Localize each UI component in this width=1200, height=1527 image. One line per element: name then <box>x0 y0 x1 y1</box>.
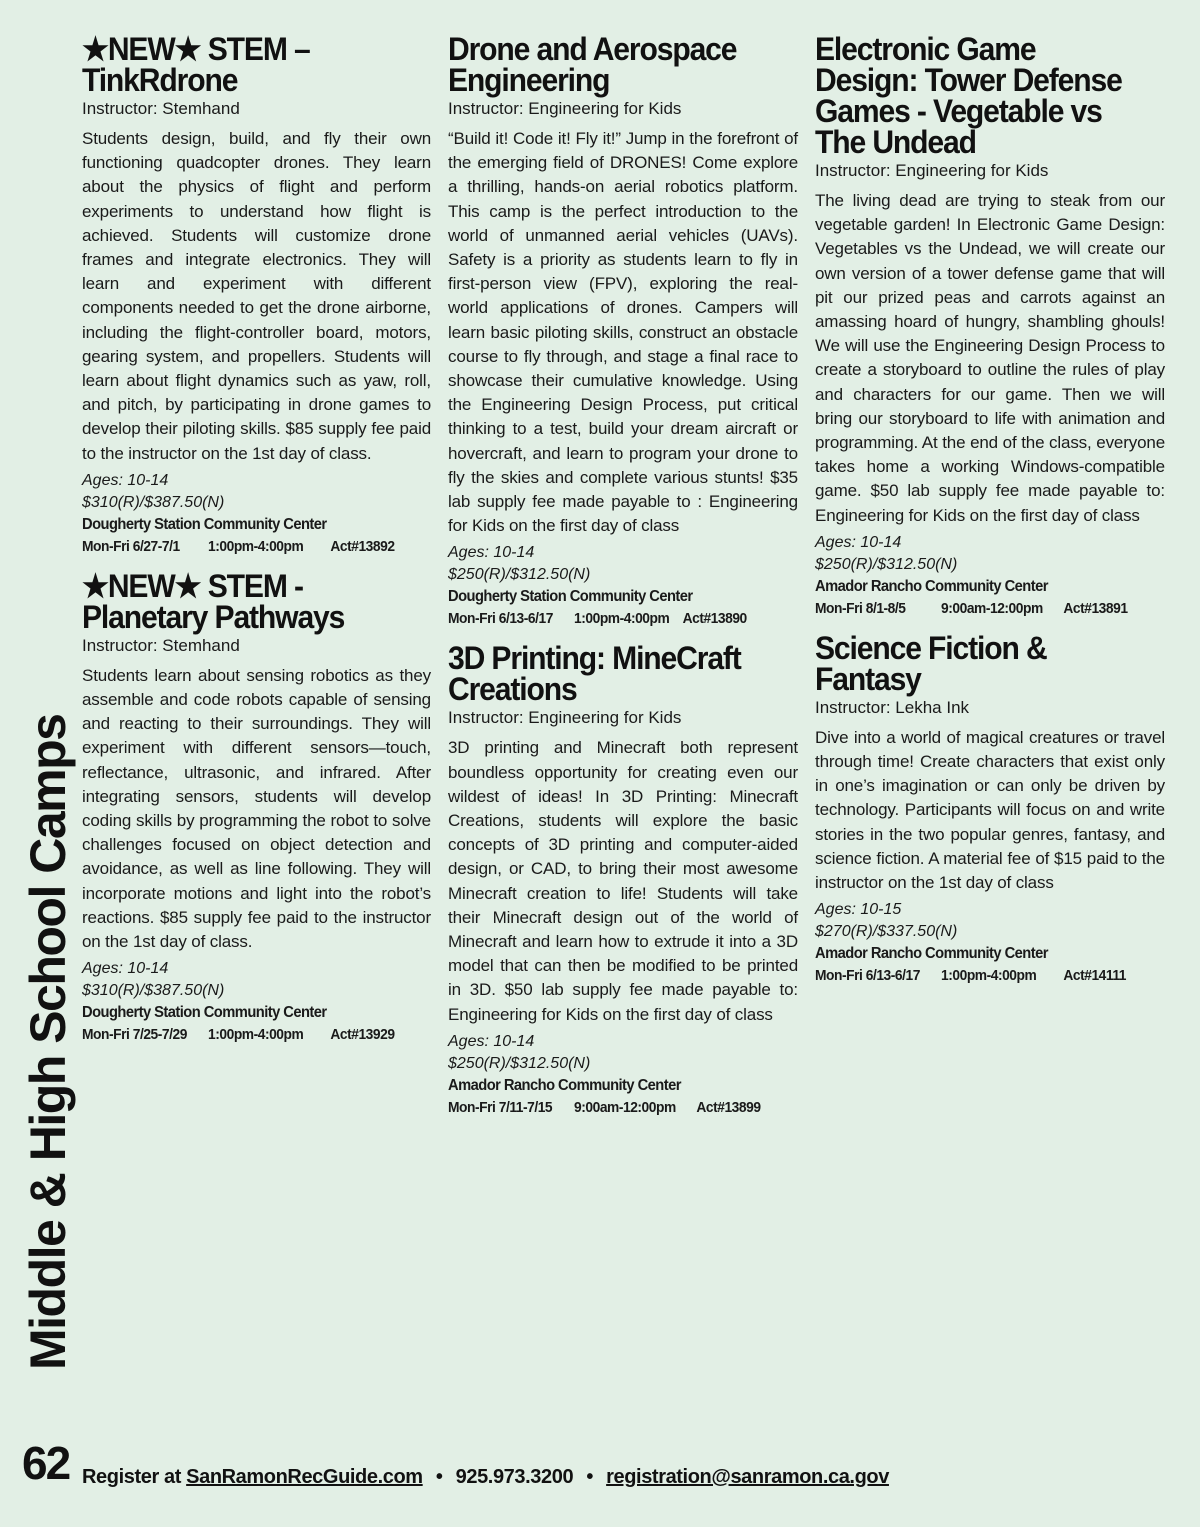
camp-ages: Ages: 10-14 <box>448 544 535 562</box>
camp-listing <box>815 31 1165 619</box>
camp-schedule <box>815 965 1160 986</box>
camp-price: $310(R)/$387.50(N) <box>82 982 225 1000</box>
website-link[interactable]: SanRamonRecGuide.com <box>186 1466 423 1488</box>
camp-title: Science Fiction & Fantasy <box>815 629 1047 697</box>
camp-time: 9:00am-12:00pm <box>574 1098 676 1116</box>
camp-activity-number: Act#14111 <box>1063 967 1127 985</box>
camp-instructor: Instructor: Engineering for Kids <box>815 161 1049 180</box>
camp-time: 1:00pm-4:00pm <box>208 537 304 555</box>
camp-price: $310(R)/$387.50(N) <box>82 493 225 511</box>
camp-days: Mon-Fri 6/13-6/17 <box>448 610 553 628</box>
camp-price: $250(R)/$312.50(N) <box>448 566 591 584</box>
camp-activity-number: Act#13890 <box>682 610 747 628</box>
camp-listing <box>815 629 1165 986</box>
camp-days: Mon-Fri 6/27-7/1 <box>82 537 180 555</box>
camp-ages: Ages: 10-14 <box>815 533 902 551</box>
camp-activity-number: Act#13899 <box>696 1098 761 1116</box>
camp-schedule <box>82 1024 427 1045</box>
camp-price: $250(R)/$312.50(N) <box>448 1054 591 1072</box>
camp-listing <box>82 31 431 557</box>
page-number: 62 <box>22 1437 70 1489</box>
camp-time: 1:00pm-4:00pm <box>941 967 1037 985</box>
camp-listing <box>448 31 798 629</box>
separator: • <box>586 1466 593 1488</box>
camp-instructor: Instructor: Engineering for Kids <box>448 99 682 118</box>
camp-ages: Ages: 10-15 <box>815 901 902 919</box>
camp-price: $250(R)/$312.50(N) <box>815 555 958 573</box>
camp-location: Dougherty Station Community Center <box>82 515 327 533</box>
camp-location: Amador Rancho Community Center <box>448 1076 681 1094</box>
camp-days: Mon-Fri 6/13-6/17 <box>815 967 920 985</box>
footer <box>82 1466 889 1489</box>
camp-title: Electronic Game Design: Tower Defense Games - Vegetable vs The Undead <box>815 31 1122 160</box>
camp-description: 3D printing and Minecraft both represent boundless opportunity for creating even our wildest of ideas! In 3D Printing: Minecraft Creations, students will explore the basic concepts of 3D printing and computer-aided design, or CAD, to bring their most awesome Minecraft creation to life! Students will take their Minecraft design out of the world of Minecraft and learn how to extrude it into a 3D model that can then be modified to be printed in 3D. $50 lab supply fee made payable to: Engineering for Kids on the first day of class <box>448 738 798 1024</box>
camp-location: Dougherty Station Community Center <box>82 1004 327 1022</box>
camp-instructor: Instructor: Stemhand <box>82 99 240 118</box>
camp-ages: Ages: 10-14 <box>448 1032 535 1050</box>
column-3 <box>815 31 1165 1000</box>
camp-time: 9:00am-12:00pm <box>941 599 1043 617</box>
camp-location: Amador Rancho Community Center <box>815 577 1048 595</box>
camp-time: 1:00pm-4:00pm <box>208 1026 304 1044</box>
camp-description: The living dead are trying to steak from our vegetable garden! In Electronic Game Design: Vegetables vs the Undead, we will create our own version of a tower defense game that will pit our prized peas and carrots against an amassing hoard of hungry, shambling ghouls! We will use the Engineering Design Process to create a storyboard to outline the rules of play and characters for our game. Then we will bring our storyboard to life with animation and programming. At the end of the class, everyone takes home a working Windows-compatible game. $50 lab supply fee made payable to: Engineering for Kids on the first day of class <box>815 191 1165 525</box>
camp-description: “Build it! Code it! Fly it!” Jump in the forefront of the emerging field of DRONES! Come explore a thrilling, hands-on aerial robotics platform. This camp is the perfect introduction to the world of unmanned aerial vehicles (UAVs). Safety is a priority as students learn to fly in first-person view (FPV), exploring the real-world applications of drones. Campers will learn basic piloting skills, construct an obstacle course to fly through, and stage a final race to showcase their cumulative knowledge. Using the Engineering Design Process, put critical thinking to a test, build your dream aircraft or hovercraft, and learn to program your drone to fly the skies and complete various stunts! $35 lab supply fee made payable to : Engineering for Kids on the first day of class <box>448 129 798 536</box>
camp-days: Mon-Fri 7/11-7/15 <box>448 1098 553 1116</box>
camp-instructor: Instructor: Stemhand <box>82 635 240 655</box>
separator: • <box>435 1466 443 1488</box>
camp-description: Dive into a world of magical creatures or travel through time! Create characters that exist only in one’s imagination or can only be driven by technology. Participants will focus on and write stories in the two popular genres, fantasy, and science fiction. A material fee of $15 paid to the instructor on the 1st day of class <box>815 727 1165 893</box>
phone-number: 925.973.3200 <box>455 1466 574 1488</box>
email-link[interactable]: registration@sanramon.ca.gov <box>606 1466 889 1488</box>
camp-days: Mon-Fri 8/1-8/5 <box>815 599 906 617</box>
camp-description: Students learn about sensing robotics as they assemble and code robots capable of sensing and reacting to their surroundings. They will experiment with different sensors—touch, reflectance, ultrasonic, and infrared. After integrating sensors, students will develop coding skills by programming the robot to solve challenges focused on object detection and avoidance, as well as line following. They will incorporate motions and light into the robot’s reactions. $85 supply fee paid to the instructor on the 1st day of class. <box>82 665 431 952</box>
camp-title: 3D Printing: MineCraft Creations <box>448 640 741 708</box>
camp-listing <box>448 640 798 1117</box>
camp-schedule <box>448 608 793 629</box>
camp-ages: Ages: 10-14 <box>82 960 169 978</box>
camp-instructor: Instructor: Engineering for Kids <box>448 708 682 728</box>
camp-schedule <box>448 1097 793 1118</box>
camp-price: $270(R)/$337.50(N) <box>815 923 958 941</box>
camp-activity-number: Act#13892 <box>330 537 395 555</box>
camp-activity-number: Act#13929 <box>330 1026 395 1044</box>
camp-listing <box>82 567 431 1045</box>
camp-schedule <box>82 536 427 557</box>
camp-title: Drone and Aerospace Engineering <box>448 31 737 98</box>
column-2 <box>448 31 798 1132</box>
camp-title: ★NEW★ STEM – TinkRdrone <box>82 31 310 98</box>
camp-location: Amador Rancho Community Center <box>815 945 1048 963</box>
camp-time: 1:00pm-4:00pm <box>574 610 670 628</box>
camp-schedule <box>815 598 1160 619</box>
section-side-label: Middle & High School Camps <box>20 714 76 1370</box>
register-label: Register at <box>82 1466 181 1488</box>
camp-description: Students design, build, and fly their own functioning quadcopter drones. They learn about the physics of flight and perform experiments to understand how flight is achieved. Students will customize drone frames and integrate electronics. They will learn and experiment with different components needed to get the drone airborne, including the flight-controller board, motors, gearing system, and propellers. Students will learn about flight dynamics such as yaw, roll, and pitch, by participating in drone games to develop their piloting skills. $85 supply fee paid to the instructor on the 1st day of class. <box>82 129 431 463</box>
camp-instructor: Instructor: Lekha Ink <box>815 697 970 717</box>
camp-ages: Ages: 10-14 <box>82 471 169 489</box>
column-1 <box>82 31 431 1059</box>
camp-title: ★NEW★ STEM - Planetary Pathways <box>82 567 345 635</box>
camp-days: Mon-Fri 7/25-7/29 <box>82 1026 187 1044</box>
camp-activity-number: Act#13891 <box>1063 599 1128 617</box>
camp-location: Dougherty Station Community Center <box>448 588 693 606</box>
